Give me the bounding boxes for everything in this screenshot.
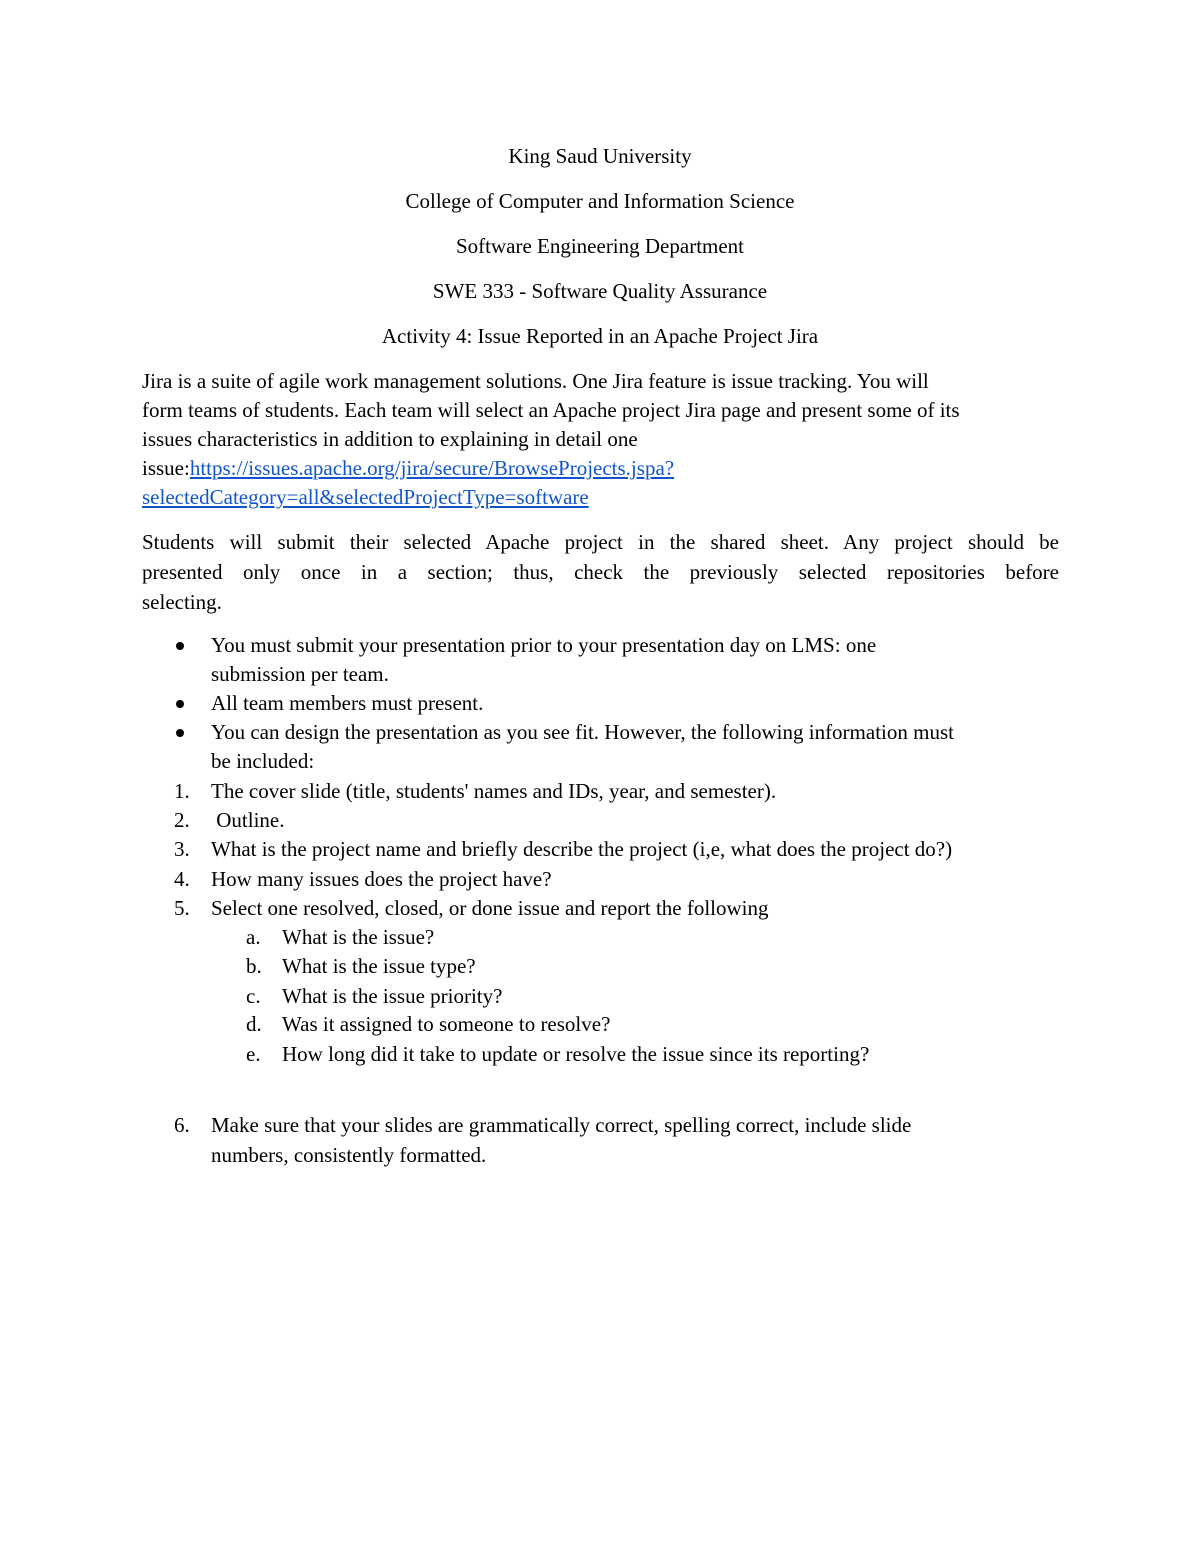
sub-list-marker: b. [246,954,262,978]
department-name: Software Engineering Department [455,234,745,258]
bullet-1-line-2: submission per team. [211,662,389,686]
sub-list-marker: a. [246,925,261,949]
list-marker: 1. [174,779,190,803]
bullet-icon [176,642,184,650]
course-title: SWE 333 - Software Quality Assurance [432,279,768,303]
sub-list-marker: e. [246,1042,261,1066]
sub-list-item: What is the issue? [282,925,435,949]
bullet-icon [176,729,184,737]
list-marker: 2. [174,808,190,832]
list-marker: 3. [174,837,190,861]
list-marker: 5. [174,896,190,920]
list-item: What is the project name and briefly describe the project (i,e, what does the project do?) [211,837,953,861]
list-item: Outline. [211,808,285,832]
submission-line-3: selecting. [142,590,222,614]
submission-line-2: presented only once in a section; thus, check the previously selected repositories before [142,560,1059,584]
intro-line-3: issues characteristics in addition to explaining in detail one [142,427,638,451]
sub-list-item: What is the issue type? [282,954,476,978]
bullet-icon [176,700,184,708]
submission-line-1: Students will submit their selected Apache project in the shared sheet. Any project should be [142,530,1059,554]
sub-list-item: How long did it take to update or resolve the issue since its reporting? [282,1042,870,1066]
list-item: How many issues does the project have? [211,867,552,891]
university-name: King Saud University [508,144,692,168]
sub-list-marker: d. [246,1012,262,1036]
final-item-line-1: Make sure that your slides are grammatically correct, spelling correct, include slide [211,1113,912,1137]
intro-line-2: form teams of students. Each team will select an Apache project Jira page and present some of its [142,398,960,422]
list-item: Select one resolved, closed, or done issue and report the following [211,896,769,920]
sub-list-item: Was it assigned to someone to resolve? [282,1012,611,1036]
sub-list-item: What is the issue priority? [282,984,503,1008]
bullet-3-line-1: You can design the presentation as you see fit. However, the following information must [211,720,954,744]
jira-link-part-1[interactable]: https://issues.apache.org/jira/secure/BrowseProjects.jspa? [189,456,675,480]
list-item: The cover slide (title, students' names and IDs, year, and semester). [211,779,777,803]
final-item-line-2: numbers, consistently formatted. [211,1143,487,1167]
college-name: College of Computer and Information Science [405,189,795,213]
intro-line-5 [142,484,589,510]
activity-title: Activity 4: Issue Reported in an Apache Project Jira [381,324,819,348]
bullet-1-line-1: You must submit your presentation prior to your presentation day on LMS: one [211,633,877,657]
intro-line-1: Jira is a suite of agile work management solutions. One Jira feature is issue tracking. You will [142,369,929,393]
list-marker: 6. [174,1113,190,1137]
issue-prefix: issue: [142,456,190,480]
bullet-2-line-1: All team members must present. [211,691,484,715]
sub-list-marker: c. [246,984,261,1008]
list-marker: 4. [174,867,190,891]
jira-link-part-2[interactable]: selectedCategory=all&selectedProjectType=software [142,485,589,509]
intro-line-4 [142,455,674,481]
bullet-3-line-2: be included: [211,749,315,773]
